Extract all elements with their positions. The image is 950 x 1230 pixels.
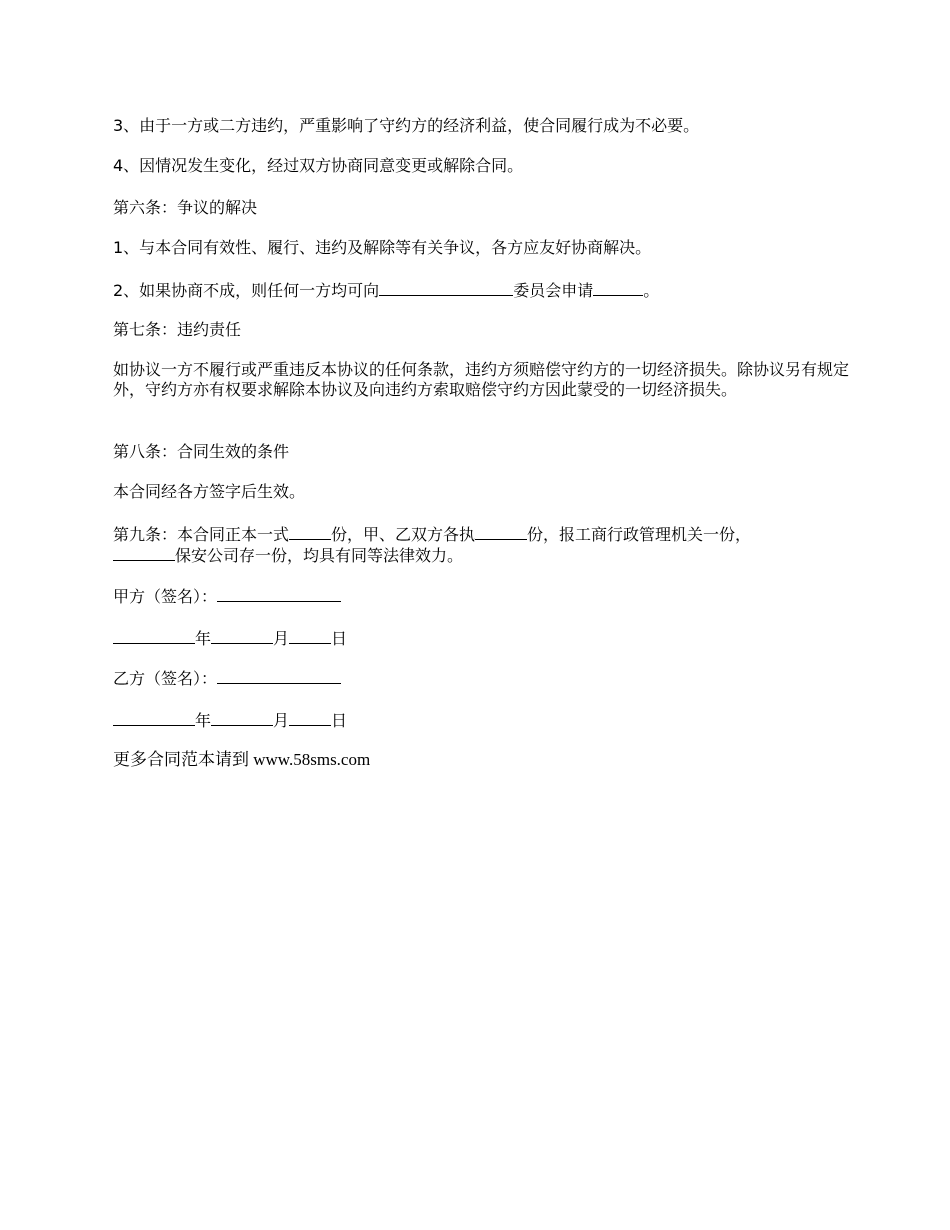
party-a-date [113,628,853,649]
party-a-day-field[interactable] [289,628,331,644]
clause7-body: 如协议一方不履行或严重违反本协议的任何条款，违约方须赔偿守约方的一切经济损失。除协议另有规定外，守约方亦有权要求解除本协议及向违约方索取赔偿守约方因此蒙受的一切经济损失。 [113,360,850,399]
day-label: 日 [331,629,348,648]
clause7-title: 第七条：违约责任 [113,320,242,339]
committee-blank [379,280,513,296]
clause6-title: 第六条：争议的解决 [113,198,258,217]
clause6-item2-text-b: 委员会申请 [513,281,594,300]
clause5-item3: 3、由于一方或二方违约，严重影响了守约方的经济利益，使合同履行成为不必要。 [113,116,700,135]
party-a-signature-field[interactable] [217,586,341,602]
clause9-text-d: 保安公司存一份，均具有同等法律效力。 [175,546,464,565]
clause5-item4: 4、因情况发生变化，经过双方协商同意变更或解除合同。 [113,156,524,175]
party-a-year-field[interactable] [113,628,195,644]
application-blank [593,280,643,296]
party-b-signature-field[interactable] [217,668,341,684]
security-company-blank [113,545,175,561]
party-b-month-field[interactable] [211,710,273,726]
party-b-label: 乙方（签名）： [113,669,218,688]
year-label: 年 [195,629,212,648]
clause9 [113,524,853,566]
party-b-day-field[interactable] [289,710,331,726]
each-party-copies-blank [475,524,527,540]
clause9-text-a: 第九条：本合同正本一式 [113,525,290,544]
clause8-title: 第八条：合同生效的条件 [113,442,290,461]
clause6-item2-text-c: 。 [643,281,660,300]
year-label: 年 [195,711,212,730]
party-b-date [113,710,853,731]
clause6-item2 [113,280,853,301]
month-label: 月 [273,629,290,648]
party-b-signature [113,668,853,689]
month-label: 月 [273,711,290,730]
footer-link-text: 更多合同范本请到 www.58sms.com [113,750,371,769]
day-label: 日 [331,711,348,730]
party-a-month-field[interactable] [211,628,273,644]
party-a-signature [113,586,853,607]
party-a-label: 甲方（签名）： [113,587,218,606]
clause6-item1: 1、与本合同有效性、履行、违约及解除等有关争议，各方应友好协商解决。 [113,238,652,257]
clause8-body: 本合同经各方签字后生效。 [113,482,306,501]
clause9-text-c: 份，报工商行政管理机关一份， [527,525,752,544]
copies-blank [289,524,331,540]
clause9-text-b: 份，甲、乙双方各执 [331,525,476,544]
clause6-item2-text-a: 2、如果协商不成，则任何一方均可向 [113,281,380,300]
party-b-year-field[interactable] [113,710,195,726]
